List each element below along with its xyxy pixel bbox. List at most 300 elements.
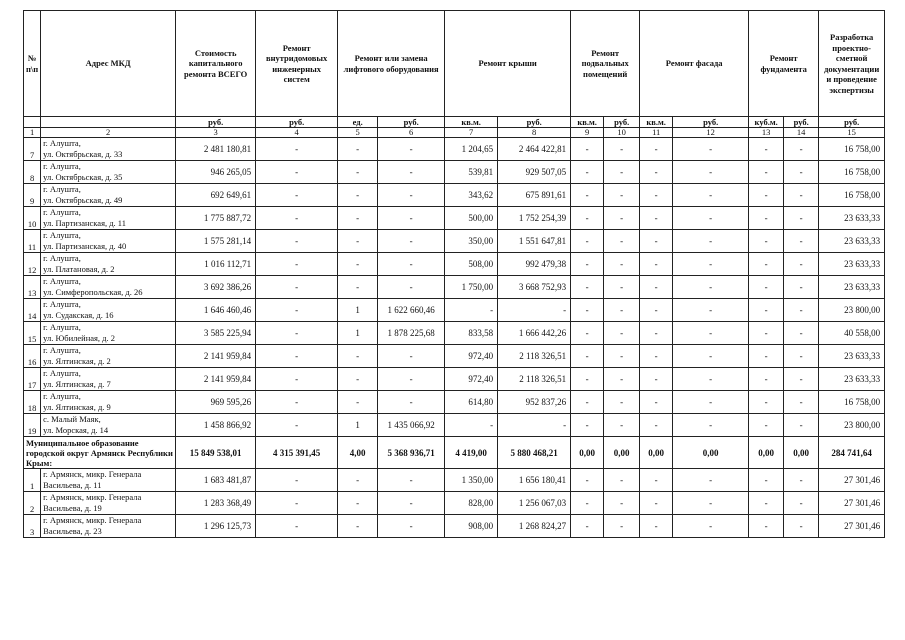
table-row xyxy=(24,207,885,230)
facade-cost-cell: - xyxy=(673,469,749,492)
address-line-1: с. Малый Маяк, xyxy=(43,414,101,424)
design-cost-cell: 23 633,33 xyxy=(819,345,885,368)
column-number: 12 xyxy=(673,128,749,138)
address-line-2: ул. Ялтинская, д. 9 xyxy=(43,402,111,412)
summary-total-cost-cell: 15 849 538,01 xyxy=(176,437,256,469)
row-number: 14 xyxy=(24,299,41,322)
foundation-volume-cell: - xyxy=(749,322,784,345)
table-row xyxy=(24,230,885,253)
elevator-units-cell: - xyxy=(338,492,378,515)
unit-cell: кв.м. xyxy=(445,117,498,128)
address-line-2: ул. Платановая, д. 2 xyxy=(43,264,115,274)
address-line-2: ул. Симферопольская, д. 26 xyxy=(43,287,143,297)
basement-area-cell: - xyxy=(571,391,604,414)
design-cost-cell: 23 633,33 xyxy=(819,276,885,299)
roof-cost-cell: 675 891,61 xyxy=(498,184,571,207)
basement-area-cell: - xyxy=(571,184,604,207)
unit-cell: руб. xyxy=(784,117,819,128)
unit-cell: руб. xyxy=(378,117,445,128)
row-number: 10 xyxy=(24,207,41,230)
column-number: 15 xyxy=(819,128,885,138)
facade-area-cell: - xyxy=(640,161,673,184)
address-line-2: ул. Морская, д. 14 xyxy=(43,425,109,435)
total-cost-cell: 3 692 386,26 xyxy=(176,276,256,299)
elevator-units-cell: - xyxy=(338,207,378,230)
row-number: 1 xyxy=(24,469,41,492)
col-header-facade: Ремонт фасада xyxy=(640,11,749,117)
engineering-cell: - xyxy=(256,368,338,391)
column-number: 5 xyxy=(338,128,378,138)
unit-cell: руб. xyxy=(819,117,885,128)
engineering-cell: - xyxy=(256,207,338,230)
col-header-basement: Ремонт подвальных помещений xyxy=(571,11,640,117)
address-line-1: г. Алушта, xyxy=(43,276,81,286)
engineering-cell: - xyxy=(256,391,338,414)
units-row xyxy=(24,117,885,128)
roof-cost-cell: 1 256 067,03 xyxy=(498,492,571,515)
facade-area-cell: - xyxy=(640,368,673,391)
column-numbers-row xyxy=(24,128,885,138)
table-row xyxy=(24,299,885,322)
address-line-1: г. Алушта, xyxy=(43,230,81,240)
facade-cost-cell: - xyxy=(673,368,749,391)
foundation-volume-cell: - xyxy=(749,207,784,230)
col-header-address: Адрес МКД xyxy=(41,11,176,117)
engineering-cell: - xyxy=(256,230,338,253)
elevator-cost-cell: - xyxy=(378,253,445,276)
basement-area-cell: - xyxy=(571,253,604,276)
roof-area-cell: - xyxy=(445,299,498,322)
foundation-volume-cell: - xyxy=(749,469,784,492)
units-empty xyxy=(24,117,41,128)
row-number: 15 xyxy=(24,322,41,345)
design-cost-cell: 27 301,46 xyxy=(819,492,885,515)
engineering-cell: - xyxy=(256,276,338,299)
basement-cost-cell: - xyxy=(604,345,640,368)
basement-cost-cell: - xyxy=(604,276,640,299)
column-number: 9 xyxy=(571,128,604,138)
elevator-units-cell: - xyxy=(338,138,378,161)
row-number: 13 xyxy=(24,276,41,299)
summary-basement-cost-cell: 0,00 xyxy=(604,437,640,469)
roof-area-cell: 539,81 xyxy=(445,161,498,184)
unit-cell: кв.м. xyxy=(640,117,673,128)
elevator-cost-cell: - xyxy=(378,345,445,368)
address-line-1: г. Алушта, xyxy=(43,299,81,309)
design-cost-cell: 23 633,33 xyxy=(819,230,885,253)
address-cell xyxy=(41,492,176,515)
elevator-units-cell: - xyxy=(338,161,378,184)
unit-cell: руб. xyxy=(498,117,571,128)
basement-area-cell: - xyxy=(571,345,604,368)
foundation-volume-cell: - xyxy=(749,368,784,391)
address-cell xyxy=(41,414,176,437)
foundation-volume-cell: - xyxy=(749,492,784,515)
address-cell xyxy=(41,276,176,299)
design-cost-cell: 16 758,00 xyxy=(819,138,885,161)
facade-area-cell: - xyxy=(640,184,673,207)
roof-area-cell: 833,58 xyxy=(445,322,498,345)
row-number: 11 xyxy=(24,230,41,253)
roof-cost-cell: 1 268 824,27 xyxy=(498,515,571,538)
unit-cell: руб. xyxy=(604,117,640,128)
address-cell xyxy=(41,207,176,230)
roof-cost-cell: 2 118 326,51 xyxy=(498,345,571,368)
design-cost-cell: 16 758,00 xyxy=(819,161,885,184)
facade-area-cell: - xyxy=(640,469,673,492)
basement-area-cell: - xyxy=(571,322,604,345)
column-number: 7 xyxy=(445,128,498,138)
basement-cost-cell: - xyxy=(604,161,640,184)
table-row xyxy=(24,161,885,184)
roof-area-cell: 1 350,00 xyxy=(445,469,498,492)
design-cost-cell: 27 301,46 xyxy=(819,515,885,538)
basement-cost-cell: - xyxy=(604,299,640,322)
elevator-units-cell: 1 xyxy=(338,414,378,437)
foundation-cost-cell: - xyxy=(784,230,819,253)
elevator-cost-cell: 1 878 225,68 xyxy=(378,322,445,345)
foundation-cost-cell: - xyxy=(784,345,819,368)
elevator-units-cell: - xyxy=(338,345,378,368)
roof-area-cell: 500,00 xyxy=(445,207,498,230)
facade-cost-cell: - xyxy=(673,161,749,184)
elevator-cost-cell: - xyxy=(378,368,445,391)
address-cell xyxy=(41,515,176,538)
basement-cost-cell: - xyxy=(604,492,640,515)
table-row xyxy=(24,492,885,515)
foundation-volume-cell: - xyxy=(749,345,784,368)
total-cost-cell: 2 481 180,81 xyxy=(176,138,256,161)
facade-area-cell: - xyxy=(640,299,673,322)
basement-cost-cell: - xyxy=(604,230,640,253)
foundation-cost-cell: - xyxy=(784,253,819,276)
header-row xyxy=(24,11,885,117)
address-line-1: г. Алушта, xyxy=(43,391,81,401)
roof-cost-cell: 1 666 442,26 xyxy=(498,322,571,345)
row-number: 3 xyxy=(24,515,41,538)
summary-foundation-cost-cell: 0,00 xyxy=(784,437,819,469)
address-cell xyxy=(41,230,176,253)
facade-area-cell: - xyxy=(640,253,673,276)
repair-program-table-page xyxy=(23,10,885,538)
engineering-cell: - xyxy=(256,161,338,184)
roof-cost-cell: 2 118 326,51 xyxy=(498,368,571,391)
elevator-cost-cell: 1 622 660,46 xyxy=(378,299,445,322)
table-row xyxy=(24,469,885,492)
table-row xyxy=(24,322,885,345)
elevator-units-cell: - xyxy=(338,368,378,391)
elevator-cost-cell: - xyxy=(378,492,445,515)
municipality-label: Муниципальное образование городской округ Армянск Республики Крым: xyxy=(24,437,176,469)
basement-cost-cell: - xyxy=(604,469,640,492)
basement-cost-cell: - xyxy=(604,138,640,161)
engineering-cell: - xyxy=(256,515,338,538)
basement-area-cell: - xyxy=(571,207,604,230)
basement-area-cell: - xyxy=(571,230,604,253)
facade-area-cell: - xyxy=(640,230,673,253)
elevator-cost-cell: - xyxy=(378,469,445,492)
roof-area-cell: - xyxy=(445,414,498,437)
address-cell xyxy=(41,161,176,184)
foundation-cost-cell: - xyxy=(784,469,819,492)
col-header-elevator: Ремонт или замена лифтового оборудования xyxy=(338,11,445,117)
address-cell xyxy=(41,469,176,492)
address-line-2: ул. Юбилейная, д. 2 xyxy=(43,333,116,343)
design-cost-cell: 23 800,00 xyxy=(819,414,885,437)
address-line-2: Васильева, д. 23 xyxy=(43,526,102,536)
facade-area-cell: - xyxy=(640,515,673,538)
address-line-1: г. Армянск, микр. Генерала xyxy=(43,515,142,525)
address-line-2: Васильева, д. 11 xyxy=(43,480,102,490)
total-cost-cell: 969 595,26 xyxy=(176,391,256,414)
roof-cost-cell: - xyxy=(498,299,571,322)
roof-area-cell: 508,00 xyxy=(445,253,498,276)
foundation-cost-cell: - xyxy=(784,368,819,391)
facade-cost-cell: - xyxy=(673,345,749,368)
basement-area-cell: - xyxy=(571,515,604,538)
address-line-2: ул. Ялтинская, д. 7 xyxy=(43,379,111,389)
facade-cost-cell: - xyxy=(673,322,749,345)
facade-area-cell: - xyxy=(640,414,673,437)
foundation-cost-cell: - xyxy=(784,276,819,299)
engineering-cell: - xyxy=(256,184,338,207)
foundation-cost-cell: - xyxy=(784,207,819,230)
engineering-cell: - xyxy=(256,138,338,161)
basement-cost-cell: - xyxy=(604,391,640,414)
col-header-roof: Ремонт крыши xyxy=(445,11,571,117)
facade-area-cell: - xyxy=(640,207,673,230)
design-cost-cell: 23 633,33 xyxy=(819,253,885,276)
summary-basement-area-cell: 0,00 xyxy=(571,437,604,469)
roof-area-cell: 614,80 xyxy=(445,391,498,414)
engineering-cell: - xyxy=(256,345,338,368)
facade-area-cell: - xyxy=(640,276,673,299)
facade-cost-cell: - xyxy=(673,515,749,538)
elevator-cost-cell: 1 435 066,92 xyxy=(378,414,445,437)
basement-cost-cell: - xyxy=(604,515,640,538)
address-cell xyxy=(41,253,176,276)
address-cell xyxy=(41,322,176,345)
col-header-engineering: Ремонт внутридомовых инженерных систем xyxy=(256,11,338,117)
elevator-units-cell: - xyxy=(338,469,378,492)
facade-cost-cell: - xyxy=(673,138,749,161)
foundation-cost-cell: - xyxy=(784,184,819,207)
address-line-1: г. Алушта, xyxy=(43,138,81,148)
repair-cost-table xyxy=(23,10,885,538)
basement-area-cell: - xyxy=(571,299,604,322)
summary-elevator-units-cell: 4,00 xyxy=(338,437,378,469)
design-cost-cell: 23 800,00 xyxy=(819,299,885,322)
summary-roof-cost-cell: 5 880 468,21 xyxy=(498,437,571,469)
elevator-units-cell: - xyxy=(338,230,378,253)
basement-area-cell: - xyxy=(571,138,604,161)
col-header-total: Стоимость капитального ремонта ВСЕГО xyxy=(176,11,256,117)
table-row xyxy=(24,345,885,368)
elevator-cost-cell: - xyxy=(378,515,445,538)
total-cost-cell: 1 775 887,72 xyxy=(176,207,256,230)
col-header-design: Разработка проектно-сметной документации и проведение экспертизы xyxy=(819,11,885,117)
roof-area-cell: 972,40 xyxy=(445,368,498,391)
column-number: 14 xyxy=(784,128,819,138)
roof-cost-cell: 1 656 180,41 xyxy=(498,469,571,492)
total-cost-cell: 2 141 959,84 xyxy=(176,368,256,391)
facade-cost-cell: - xyxy=(673,184,749,207)
foundation-cost-cell: - xyxy=(784,515,819,538)
summary-foundation-volume-cell: 0,00 xyxy=(749,437,784,469)
total-cost-cell: 1 296 125,73 xyxy=(176,515,256,538)
basement-cost-cell: - xyxy=(604,184,640,207)
roof-area-cell: 1 204,65 xyxy=(445,138,498,161)
address-line-2: ул. Октябрьская, д. 35 xyxy=(43,172,123,182)
address-line-2: ул. Судакская, д. 16 xyxy=(43,310,114,320)
row-number: 2 xyxy=(24,492,41,515)
elevator-cost-cell: - xyxy=(378,391,445,414)
column-number: 4 xyxy=(256,128,338,138)
foundation-volume-cell: - xyxy=(749,253,784,276)
basement-cost-cell: - xyxy=(604,414,640,437)
address-line-1: г. Армянск, микр. Генерала xyxy=(43,492,142,502)
foundation-volume-cell: - xyxy=(749,230,784,253)
table-row xyxy=(24,414,885,437)
facade-area-cell: - xyxy=(640,345,673,368)
address-line-1: г. Алушта, xyxy=(43,322,81,332)
foundation-cost-cell: - xyxy=(784,322,819,345)
elevator-cost-cell: - xyxy=(378,184,445,207)
municipality-summary-row xyxy=(24,437,885,469)
total-cost-cell: 1 016 112,71 xyxy=(176,253,256,276)
foundation-volume-cell: - xyxy=(749,184,784,207)
summary-facade-area-cell: 0,00 xyxy=(640,437,673,469)
unit-cell: руб. xyxy=(673,117,749,128)
row-number: 16 xyxy=(24,345,41,368)
facade-cost-cell: - xyxy=(673,492,749,515)
design-cost-cell: 23 633,33 xyxy=(819,368,885,391)
design-cost-cell: 40 558,00 xyxy=(819,322,885,345)
unit-cell: ед. xyxy=(338,117,378,128)
table-row xyxy=(24,391,885,414)
row-number: 9 xyxy=(24,184,41,207)
elevator-units-cell: - xyxy=(338,391,378,414)
foundation-cost-cell: - xyxy=(784,492,819,515)
address-cell xyxy=(41,138,176,161)
total-cost-cell: 1 458 866,92 xyxy=(176,414,256,437)
engineering-cell: - xyxy=(256,469,338,492)
elevator-cost-cell: - xyxy=(378,230,445,253)
unit-cell: руб. xyxy=(176,117,256,128)
engineering-cell: - xyxy=(256,322,338,345)
column-number: 2 xyxy=(41,128,176,138)
facade-cost-cell: - xyxy=(673,276,749,299)
basement-cost-cell: - xyxy=(604,368,640,391)
roof-area-cell: 908,00 xyxy=(445,515,498,538)
summary-design-cost-cell: 284 741,64 xyxy=(819,437,885,469)
facade-cost-cell: - xyxy=(673,253,749,276)
design-cost-cell: 16 758,00 xyxy=(819,391,885,414)
basement-area-cell: - xyxy=(571,492,604,515)
table-row xyxy=(24,253,885,276)
roof-cost-cell: 992 479,38 xyxy=(498,253,571,276)
roof-area-cell: 343,62 xyxy=(445,184,498,207)
table-row xyxy=(24,138,885,161)
elevator-units-cell: - xyxy=(338,184,378,207)
elevator-units-cell: - xyxy=(338,515,378,538)
roof-cost-cell: 2 464 422,81 xyxy=(498,138,571,161)
total-cost-cell: 1 683 481,87 xyxy=(176,469,256,492)
foundation-cost-cell: - xyxy=(784,414,819,437)
address-cell xyxy=(41,184,176,207)
elevator-cost-cell: - xyxy=(378,207,445,230)
address-line-2: ул. Партизанская, д. 11 xyxy=(43,218,126,228)
engineering-cell: - xyxy=(256,299,338,322)
address-line-1: г. Алушта, xyxy=(43,368,81,378)
foundation-cost-cell: - xyxy=(784,161,819,184)
design-cost-cell: 27 301,46 xyxy=(819,469,885,492)
engineering-cell: - xyxy=(256,414,338,437)
foundation-cost-cell: - xyxy=(784,138,819,161)
total-cost-cell: 1 646 460,46 xyxy=(176,299,256,322)
design-cost-cell: 23 633,33 xyxy=(819,207,885,230)
summary-facade-cost-cell: 0,00 xyxy=(673,437,749,469)
engineering-cell: - xyxy=(256,253,338,276)
address-line-1: г. Армянск, микр. Генерала xyxy=(43,469,142,479)
elevator-cost-cell: - xyxy=(378,138,445,161)
table-row xyxy=(24,184,885,207)
address-line-2: ул. Ялтинская, д. 2 xyxy=(43,356,111,366)
foundation-volume-cell: - xyxy=(749,161,784,184)
address-line-2: ул. Октябрьская, д. 33 xyxy=(43,149,123,159)
address-line-1: г. Алушта, xyxy=(43,161,81,171)
roof-cost-cell: 952 837,26 xyxy=(498,391,571,414)
elevator-cost-cell: - xyxy=(378,161,445,184)
roof-cost-cell: 929 507,05 xyxy=(498,161,571,184)
units-empty xyxy=(41,117,176,128)
summary-elevator-cost-cell: 5 368 936,71 xyxy=(378,437,445,469)
foundation-volume-cell: - xyxy=(749,138,784,161)
address-line-1: г. Алушта, xyxy=(43,253,81,263)
row-number: 12 xyxy=(24,253,41,276)
address-line-2: ул. Октябрьская, д. 49 xyxy=(43,195,123,205)
basement-area-cell: - xyxy=(571,469,604,492)
basement-cost-cell: - xyxy=(604,253,640,276)
facade-cost-cell: - xyxy=(673,391,749,414)
address-cell xyxy=(41,368,176,391)
basement-area-cell: - xyxy=(571,276,604,299)
foundation-volume-cell: - xyxy=(749,515,784,538)
col-header-foundation: Ремонт фундамента xyxy=(749,11,819,117)
elevator-units-cell: 1 xyxy=(338,299,378,322)
roof-cost-cell: 1 752 254,39 xyxy=(498,207,571,230)
column-number: 11 xyxy=(640,128,673,138)
table-row xyxy=(24,515,885,538)
foundation-cost-cell: - xyxy=(784,391,819,414)
facade-cost-cell: - xyxy=(673,299,749,322)
foundation-cost-cell: - xyxy=(784,299,819,322)
basement-cost-cell: - xyxy=(604,207,640,230)
facade-cost-cell: - xyxy=(673,207,749,230)
roof-area-cell: 828,00 xyxy=(445,492,498,515)
column-number: 8 xyxy=(498,128,571,138)
roof-area-cell: 350,00 xyxy=(445,230,498,253)
total-cost-cell: 1 283 368,49 xyxy=(176,492,256,515)
address-cell xyxy=(41,299,176,322)
engineering-cell: - xyxy=(256,492,338,515)
elevator-units-cell: - xyxy=(338,276,378,299)
facade-area-cell: - xyxy=(640,138,673,161)
basement-area-cell: - xyxy=(571,368,604,391)
facade-cost-cell: - xyxy=(673,414,749,437)
address-line-1: г. Алушта, xyxy=(43,184,81,194)
total-cost-cell: 946 265,05 xyxy=(176,161,256,184)
